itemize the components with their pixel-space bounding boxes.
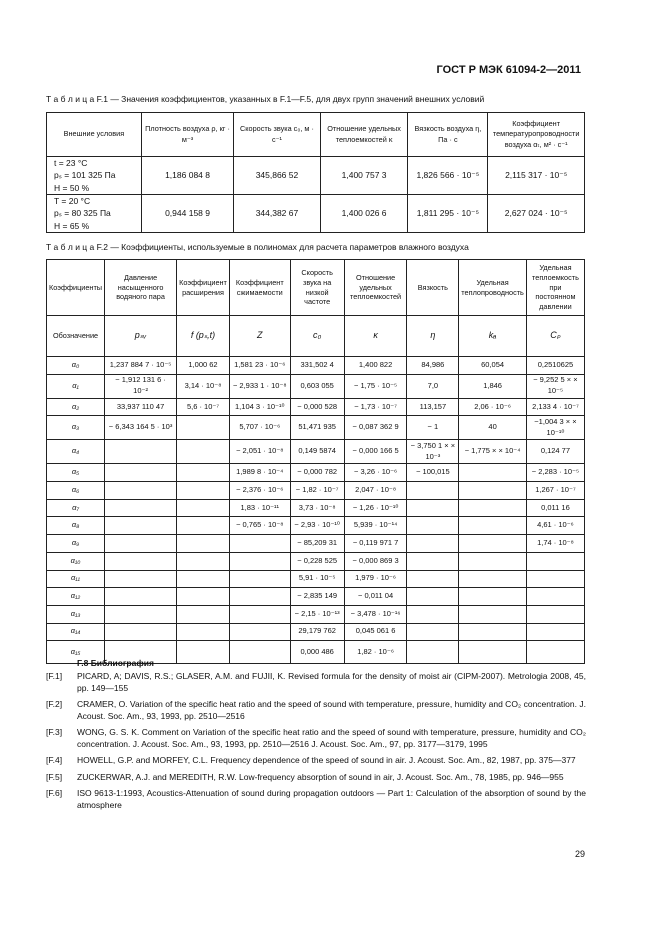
table2-header-cell: Коэффициент сжимаемости — [229, 260, 290, 316]
table-cell: − 1,75 · 10⁻⁵ — [344, 374, 407, 398]
table1-caption: Т а б л и ц а F.1 — Значения коэффициентов, указанных в F.1—F.5, для двух групп значений внешних условий — [46, 94, 485, 104]
bibliography — [46, 658, 586, 816]
table-cell: − 0,087 362 9 — [344, 416, 407, 440]
coefficient-label: α₁₃ — [47, 605, 105, 623]
table-cell: 0,944 158 9 — [141, 195, 233, 233]
table-row — [47, 374, 585, 398]
table2-header-cell: Вязкость — [407, 260, 459, 316]
table-cell — [526, 623, 584, 641]
table-row — [47, 440, 585, 464]
condition-line: T = 20 °C — [54, 196, 91, 207]
table-cell: − 1,912 131 6 · 10⁻² — [105, 374, 177, 398]
bibliography-text: HOWELL, G.P. and MORFEY, C.L. Frequency dependence of the speed of sound in air. J. Acoust. Soc. Am., 82, 1987, pp. 375—377 — [77, 755, 576, 766]
table-cell — [177, 588, 230, 606]
bibliography-item — [46, 755, 586, 766]
condition-line: pₛ = 80 325 Па — [54, 208, 111, 219]
table-cell — [459, 552, 527, 570]
table-cell — [105, 605, 177, 623]
coefficient-label: α₁₂ — [47, 588, 105, 606]
table-cell — [177, 499, 230, 517]
table-cell: − 6,343 164 5 · 10³ — [105, 416, 177, 440]
table-cell — [459, 623, 527, 641]
table-cell: 29,179 762 — [290, 623, 344, 641]
bibliography-item — [46, 671, 586, 694]
symbol-cell: kₐ — [459, 316, 527, 357]
table-cell: 1,267 · 10⁻⁷ — [526, 482, 584, 500]
table-cell: 0,045 061 6 — [344, 623, 407, 641]
bibliography-item — [46, 772, 586, 783]
table-cell: − 2,933 1 · 10⁻⁸ — [229, 374, 290, 398]
table-row — [47, 195, 585, 233]
table-cell — [459, 482, 527, 500]
table-cell — [459, 464, 527, 482]
bibliography-ref: [F.5] — [46, 771, 63, 782]
table-cell — [105, 552, 177, 570]
table-cell: − 2,835 149 — [290, 588, 344, 606]
table-row — [47, 570, 585, 588]
table-cell: 0,124 77 — [526, 440, 584, 464]
table-cell: 1,82 · 10⁻⁶ — [344, 641, 407, 664]
table-cell: 3,14 · 10⁻⁸ — [177, 374, 230, 398]
table-cell — [407, 588, 459, 606]
table-cell: 2,115 317 · 10⁻⁵ — [488, 157, 585, 195]
table-cell — [526, 570, 584, 588]
table-cell — [407, 482, 459, 500]
table-cell: 1,104 3 · 10⁻¹⁰ — [229, 398, 290, 416]
table-cell: − 2,051 · 10⁻⁸ — [229, 440, 290, 464]
table-cell: − 9,252 5 × × 10⁻⁵ — [526, 374, 584, 398]
table-cell: 5,939 · 10⁻¹⁴ — [344, 517, 407, 535]
table-cell — [105, 570, 177, 588]
table-cell: 84,986 — [407, 357, 459, 375]
table-cell: 5,91 · 10⁻⁵ — [290, 570, 344, 588]
table-cell: − 85,209 31 — [290, 535, 344, 553]
table-cell: − 100,015 — [407, 464, 459, 482]
table-cell — [229, 605, 290, 623]
table-row — [47, 517, 585, 535]
table-cell — [105, 440, 177, 464]
table-cell — [177, 440, 230, 464]
table-cell: − 3,26 · 10⁻⁶ — [344, 464, 407, 482]
condition-line: H = 50 % — [54, 182, 90, 193]
table-row — [47, 535, 585, 553]
table-cell: 331,502 4 — [290, 357, 344, 375]
table-cell — [105, 464, 177, 482]
document-header: ГОСТ Р МЭК 61094-2—2011 — [436, 64, 581, 76]
table-cell — [229, 552, 290, 570]
table-row — [47, 499, 585, 517]
table-cell: 1,400 757 3 — [320, 157, 408, 195]
table-cell: 1,237 884 7 · 10⁻⁵ — [105, 357, 177, 375]
table2-header-row — [47, 260, 585, 316]
table-cell: 3,73 · 10⁻⁸ — [290, 499, 344, 517]
bibliography-ref: [F.4] — [46, 755, 63, 766]
symbol-cell: Cₚ — [526, 316, 584, 357]
table-cell: − 3,478 · 10⁻¹⁶ — [344, 605, 407, 623]
table-cell: − 1,82 · 10⁻⁷ — [290, 482, 344, 500]
table-cell — [459, 570, 527, 588]
table-cell: − 1,73 · 10⁻⁷ — [344, 398, 407, 416]
table-row — [47, 464, 585, 482]
table-cell: 7,0 — [407, 374, 459, 398]
table-cell — [459, 605, 527, 623]
table-cell — [407, 570, 459, 588]
bibliography-text: CRAMER, O. Variation of the specific heat ratio and the speed of sound with temperature, pressure, humidity and CO₂ concentration. J. Acoust. Soc. Am., 93, 1993, pp. 2510—2516 — [77, 699, 586, 721]
table2-header-cell: Удельная теплоемкость при постоянном давлении — [526, 260, 584, 316]
symbol-row — [47, 316, 585, 357]
coefficient-label: α₇ — [47, 499, 105, 517]
table-cell: 0,603 055 — [290, 374, 344, 398]
table-row — [47, 416, 585, 440]
coefficient-label: α₉ — [47, 535, 105, 553]
coefficient-label: α₁₅ — [47, 641, 105, 664]
bibliography-list — [46, 671, 586, 811]
table-cell: 2,627 024 · 10⁻⁵ — [488, 195, 585, 233]
table-cell: −1,004 3 × × 10⁻¹⁰ — [526, 416, 584, 440]
table-cell: − 0,000 528 — [290, 398, 344, 416]
table-cell: − 2,15 · 10⁻¹³ — [290, 605, 344, 623]
table-cell: 0,149 5874 — [290, 440, 344, 464]
table-row — [47, 623, 585, 641]
table-cell — [526, 588, 584, 606]
table-cell: 1,581 23 · 10⁻⁶ — [229, 357, 290, 375]
condition-line: pₛ = 101 325 Па — [54, 170, 116, 181]
table-cell: − 1,775 × × 10⁻⁴ — [459, 440, 527, 464]
symbol-cell: Обозначение — [47, 316, 105, 357]
table-cell: − 2,283 · 10⁻⁵ — [526, 464, 584, 482]
symbol-cell: Z — [229, 316, 290, 357]
table-cell: − 3,750 1 × × 10⁻³ — [407, 440, 459, 464]
table-cell: − 1,26 · 10⁻¹⁰ — [344, 499, 407, 517]
table1-header-cell: Вязкость воздуха η, Па · с — [408, 113, 488, 157]
symbol-cell: η — [407, 316, 459, 357]
table-cell: 2,047 · 10⁻⁸ — [344, 482, 407, 500]
table-cell — [526, 605, 584, 623]
table1-header-row — [47, 113, 585, 157]
symbol-cell: c₀ — [290, 316, 344, 357]
coefficient-label: α₄ — [47, 440, 105, 464]
table-cell — [105, 517, 177, 535]
table-cell: 2,06 · 10⁻⁶ — [459, 398, 527, 416]
table-cell: 5,6 · 10⁻⁷ — [177, 398, 230, 416]
table-cell: 5,707 · 10⁻⁶ — [229, 416, 290, 440]
condition-cell — [47, 195, 142, 233]
table-cell: − 0,228 525 — [290, 552, 344, 570]
symbol-cell: κ — [344, 316, 407, 357]
bibliography-ref: [F.3] — [46, 727, 63, 738]
table-cell — [105, 588, 177, 606]
table-cell — [407, 535, 459, 553]
table-cell — [407, 552, 459, 570]
condition-line: H = 65 % — [54, 220, 90, 231]
bibliography-ref: [F.6] — [46, 788, 63, 799]
table-row — [47, 357, 585, 375]
table-cell: 33,937 110 47 — [105, 398, 177, 416]
table2-caption: Т а б л и ц а F.2 — Коэффициенты, используемые в полиномах для расчета параметров влажного воздуха — [46, 242, 469, 252]
table-cell — [177, 517, 230, 535]
table-cell: − 0,119 971 7 — [344, 535, 407, 553]
table-cell — [229, 588, 290, 606]
table-cell: 1,846 — [459, 374, 527, 398]
coefficient-label: α₀ — [47, 357, 105, 375]
table2-header-cell: Удельная теплопроводность — [459, 260, 527, 316]
bibliography-text: ISO 9613-1:1993, Acoustics-Attenuation of sound during propagation outdoors — Part 1: Calculation of the absorption of sound by the atmosphere — [77, 788, 586, 810]
table-cell: 4,61 · 10⁻⁶ — [526, 517, 584, 535]
table-cell: − 0,000 166 5 — [344, 440, 407, 464]
coefficient-label: α₁₄ — [47, 623, 105, 641]
table2-header-cell: Давление насыщенного водяного пара — [105, 260, 177, 316]
symbol-cell: f (pₛ,t) — [177, 316, 230, 357]
table-cell — [459, 535, 527, 553]
table2-header-cell: Коэффициент расширения — [177, 260, 230, 316]
table1-header-cell: Плотность воздуха ρ, кг · м⁻³ — [141, 113, 233, 157]
bibliography-text: WONG, G. S. K. Comment on Variation of the specific heat ratio and the speed of sound with temperature, pressure, humidity and CO₂ concentration. J. Acoust. Soc. Am., 93, 1993, pp. 2510—2516 J. Acoust. Soc. Am., 97, pp. 3177—3179, 1995 — [77, 727, 586, 749]
table1 — [46, 112, 585, 233]
bibliography-text: ZUCKERWAR, A.J. and MEREDITH, R.W. Low-frequency absorption of sound in air, J. Acoust. Soc. Am., 78, 1985, pp. 946—955 — [77, 771, 564, 782]
table-cell — [105, 623, 177, 641]
table-row — [47, 588, 585, 606]
coefficient-label: α₁ — [47, 374, 105, 398]
table-cell — [407, 499, 459, 517]
page-number: 29 — [574, 849, 585, 859]
table-cell — [177, 605, 230, 623]
table-cell — [407, 605, 459, 623]
table-cell — [229, 535, 290, 553]
table-row — [47, 157, 585, 195]
bibliography-title: F.8 Библиография — [77, 658, 154, 668]
table-cell — [105, 535, 177, 553]
coefficient-label: α₅ — [47, 464, 105, 482]
table-cell: 2,133 4 · 10⁻⁷ — [526, 398, 584, 416]
table2-header-cell: Отношение удельных теплоемкостей — [344, 260, 407, 316]
coefficient-label: α₁₁ — [47, 570, 105, 588]
table-cell: − 1 — [407, 416, 459, 440]
bibliography-item — [46, 727, 586, 750]
bibliography-item — [46, 788, 586, 811]
table-cell: 1,811 295 · 10⁻⁵ — [408, 195, 488, 233]
table-cell: − 0,011 04 — [344, 588, 407, 606]
table1-header-cell: Коэффициент температуропроводности воздуха αₜ, м² · с⁻¹ — [488, 113, 585, 157]
table-cell: 1,000 62 — [177, 357, 230, 375]
table-cell: 51,471 935 — [290, 416, 344, 440]
bibliography-ref: [F.1] — [46, 671, 63, 682]
bibliography-item — [46, 699, 586, 722]
coefficient-label: α₂ — [47, 398, 105, 416]
table-cell — [407, 517, 459, 535]
table-cell: 344,382 67 — [234, 195, 320, 233]
table-cell — [177, 535, 230, 553]
table-cell — [177, 482, 230, 500]
table-cell: 1,186 084 8 — [141, 157, 233, 195]
table-cell: − 0,000 782 — [290, 464, 344, 482]
table-cell: 1,400 026 6 — [320, 195, 408, 233]
table-cell — [229, 570, 290, 588]
table-row — [47, 482, 585, 500]
table-row — [47, 398, 585, 416]
coefficient-label: α₁₀ — [47, 552, 105, 570]
table-cell: 0,2510625 — [526, 357, 584, 375]
table-cell: 0,000 486 — [290, 641, 344, 664]
table1-header-cell: Внешние условия — [47, 113, 142, 157]
table-cell: 1,400 822 — [344, 357, 407, 375]
table-cell — [105, 499, 177, 517]
table-cell: − 2,376 · 10⁻⁶ — [229, 482, 290, 500]
table2-header-cell: Скорость звука на низкой частоте — [290, 260, 344, 316]
table-cell — [105, 482, 177, 500]
table-cell — [526, 552, 584, 570]
condition-cell — [47, 157, 142, 195]
coefficient-label: α₆ — [47, 482, 105, 500]
table-cell — [229, 623, 290, 641]
table-cell — [459, 517, 527, 535]
table-cell — [177, 464, 230, 482]
table-cell — [407, 623, 459, 641]
table-cell: 1,74 · 10⁻⁸ — [526, 535, 584, 553]
table-cell — [177, 416, 230, 440]
table-cell — [177, 552, 230, 570]
table-cell: 40 — [459, 416, 527, 440]
table1-header-cell: Скорость звука c₀, м · с⁻¹ — [234, 113, 320, 157]
coefficient-label: α₃ — [47, 416, 105, 440]
coefficient-label: α₈ — [47, 517, 105, 535]
table-cell: − 0,765 · 10⁻⁸ — [229, 517, 290, 535]
table-cell — [177, 623, 230, 641]
table-row — [47, 605, 585, 623]
table-cell: 113,157 — [407, 398, 459, 416]
table-cell — [459, 588, 527, 606]
table-cell: − 2,93 · 10⁻¹⁰ — [290, 517, 344, 535]
table2 — [46, 259, 585, 664]
table1-header-cell: Отношение удельных теплоемкостей κ — [320, 113, 408, 157]
table-row — [47, 552, 585, 570]
bibliography-text: PICARD, A; DAVIS, R.S.; GLASER, A.M. and FUJII, K. Revised formula for the density of moist air (CIPM-2007). Metrologia 2008, 45, pp. 149—155 — [77, 671, 586, 693]
table-cell: 1,83 · 10⁻¹¹ — [229, 499, 290, 517]
bibliography-ref: [F.2] — [46, 699, 63, 710]
table2-header-cell: Коэффициенты — [47, 260, 105, 316]
table-cell: 1,826 566 · 10⁻⁵ — [408, 157, 488, 195]
condition-line: t = 23 °C — [54, 158, 88, 169]
symbol-cell: pₛᵥ — [105, 316, 177, 357]
table-cell: 345,866 52 — [234, 157, 320, 195]
table-cell: 1,979 · 10⁻⁶ — [344, 570, 407, 588]
table-cell: 0,011 16 — [526, 499, 584, 517]
table-cell — [177, 570, 230, 588]
table-cell: − 0,000 869 3 — [344, 552, 407, 570]
table-cell — [459, 499, 527, 517]
table-cell: 1,989 8 · 10⁻⁴ — [229, 464, 290, 482]
table-cell: 60,054 — [459, 357, 527, 375]
